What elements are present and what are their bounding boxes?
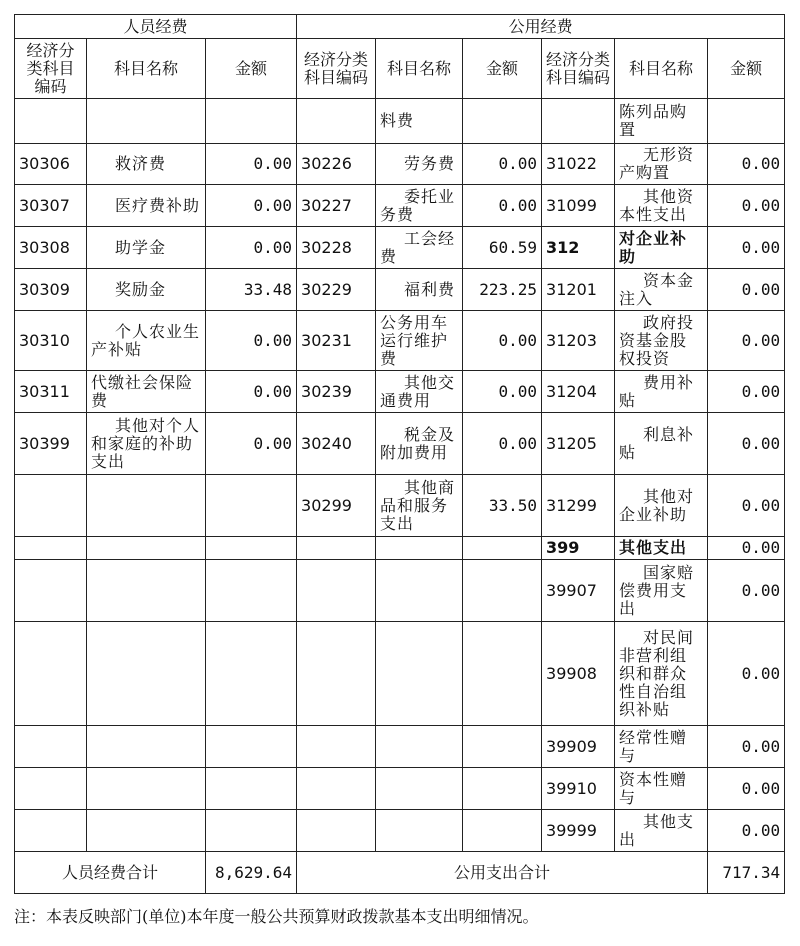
- public-amount-cell: 0.00: [463, 413, 542, 475]
- public-code-2-cell: 31203: [542, 311, 615, 371]
- personnel-total-value: 8,629.64: [206, 852, 297, 894]
- public-total-label: 公用支出合计: [297, 852, 708, 894]
- public-code-2-cell: 31205: [542, 413, 615, 475]
- public-amount-cell: [463, 99, 542, 144]
- personnel-name-cell: 救济费: [87, 144, 206, 185]
- public-amount-2-cell: 0.00: [708, 475, 785, 537]
- public-name-cell: [376, 810, 463, 852]
- table-note: 注：本表反映部门(单位)本年度一般公共预算财政拨款基本支出明细情况。: [14, 907, 539, 926]
- public-name-cell: 税金及附加费用: [376, 413, 463, 475]
- personnel-amount-cell: 0.00: [206, 227, 297, 269]
- personnel-code-cell: 30310: [15, 311, 87, 371]
- personnel-total-label: 人员经费合计: [15, 852, 206, 894]
- personnel-code-cell: 30309: [15, 269, 87, 311]
- personnel-amount-cell: 0.00: [206, 311, 297, 371]
- table-row: [15, 810, 785, 852]
- public-amount-cell: [463, 560, 542, 622]
- table-row: [15, 144, 785, 185]
- col-name-header: 科目名称: [87, 39, 206, 99]
- public-name-cell: [376, 537, 463, 560]
- public-amount-2-cell: 0.00: [708, 144, 785, 185]
- personnel-amount-cell: 33.48: [206, 269, 297, 311]
- personnel-name-cell: 代缴社会保险费: [87, 371, 206, 413]
- personnel-name-cell: [87, 537, 206, 560]
- public-amount-2-cell: 0.00: [708, 560, 785, 622]
- public-code-2-cell: 31299: [542, 475, 615, 537]
- personnel-name-cell: [87, 726, 206, 768]
- public-code-cell: [297, 560, 376, 622]
- personnel-name-cell: 医疗费补助: [87, 185, 206, 227]
- table-row: [15, 311, 785, 371]
- personnel-name-cell: 其他对个人和家庭的补助支出: [87, 413, 206, 475]
- col-code-header: 经济分类科目编码: [297, 39, 376, 99]
- public-code-cell: 30227: [297, 185, 376, 227]
- personnel-code-cell: [15, 475, 87, 537]
- table-row: [15, 99, 785, 144]
- public-name-2-cell: 无形资产购置: [615, 144, 708, 185]
- public-code-cell: 30240: [297, 413, 376, 475]
- personnel-amount-cell: [206, 99, 297, 144]
- personnel-code-cell: [15, 810, 87, 852]
- col-amount-header: 金额: [708, 39, 785, 99]
- public-name-cell: 劳务费: [376, 144, 463, 185]
- public-name-2-cell: 费用补贴: [615, 371, 708, 413]
- public-code-cell: 30229: [297, 269, 376, 311]
- public-code-2-cell: 399: [542, 537, 615, 560]
- personnel-name-cell: [87, 768, 206, 810]
- personnel-name-cell: 个人农业生产补贴: [87, 311, 206, 371]
- public-amount-cell: [463, 726, 542, 768]
- public-amount-cell: 33.50: [463, 475, 542, 537]
- public-amount-2-cell: 0.00: [708, 185, 785, 227]
- public-total-value: 717.34: [708, 852, 785, 894]
- public-name-2-cell: 资本性赠与: [615, 768, 708, 810]
- totals-row: [15, 852, 785, 894]
- public-name-2-cell: 陈列品购置: [615, 99, 708, 144]
- public-amount-2-cell: 0.00: [708, 810, 785, 852]
- expense-detail-table: [14, 14, 785, 894]
- public-code-2-cell: 31204: [542, 371, 615, 413]
- public-amount-2-cell: 0.00: [708, 537, 785, 560]
- public-code-2-cell: 39909: [542, 726, 615, 768]
- public-amount-2-cell: 0.00: [708, 311, 785, 371]
- personnel-amount-cell: [206, 768, 297, 810]
- public-code-2-cell: 39910: [542, 768, 615, 810]
- public-name-cell: 其他商品和服务支出: [376, 475, 463, 537]
- personnel-code-cell: [15, 99, 87, 144]
- public-name-2-cell: 经常性赠与: [615, 726, 708, 768]
- personnel-amount-cell: [206, 537, 297, 560]
- public-name-cell: 其他交通费用: [376, 371, 463, 413]
- public-code-cell: 30226: [297, 144, 376, 185]
- public-name-cell: 工会经费: [376, 227, 463, 269]
- personnel-code-cell: [15, 537, 87, 560]
- header-row-top: [15, 15, 785, 39]
- public-amount-2-cell: 0.00: [708, 269, 785, 311]
- public-code-2-cell: [542, 99, 615, 144]
- public-header: 公用经费: [297, 15, 785, 39]
- personnel-header: 人员经费: [15, 15, 297, 39]
- col-code-header: 经济分类科目编码: [542, 39, 615, 99]
- table-row: [15, 185, 785, 227]
- public-amount-cell: [463, 810, 542, 852]
- col-name-header: 科目名称: [376, 39, 463, 99]
- personnel-code-cell: [15, 622, 87, 726]
- public-code-cell: 30299: [297, 475, 376, 537]
- public-name-2-cell: 国家赔偿费用支出: [615, 560, 708, 622]
- public-name-cell: 公务用车运行维护费: [376, 311, 463, 371]
- table-row: [15, 622, 785, 726]
- public-code-2-cell: 31022: [542, 144, 615, 185]
- personnel-amount-cell: [206, 622, 297, 726]
- public-name-2-cell: 对企业补助: [615, 227, 708, 269]
- personnel-code-cell: 30308: [15, 227, 87, 269]
- public-code-cell: [297, 537, 376, 560]
- public-amount-cell: 0.00: [463, 311, 542, 371]
- personnel-amount-cell: 0.00: [206, 413, 297, 475]
- personnel-code-cell: [15, 560, 87, 622]
- public-name-cell: 福利费: [376, 269, 463, 311]
- public-amount-2-cell: 0.00: [708, 371, 785, 413]
- col-code-header: 经济分类科目编码: [15, 39, 87, 99]
- public-name-2-cell: 其他资本性支出: [615, 185, 708, 227]
- personnel-code-cell: [15, 726, 87, 768]
- public-amount-cell: [463, 537, 542, 560]
- personnel-amount-cell: 0.00: [206, 185, 297, 227]
- public-code-2-cell: 312: [542, 227, 615, 269]
- table-row: [15, 537, 785, 560]
- table-row: [15, 475, 785, 537]
- public-amount-2-cell: 0.00: [708, 768, 785, 810]
- col-name-header: 科目名称: [615, 39, 708, 99]
- public-amount-2-cell: [708, 99, 785, 144]
- public-name-2-cell: 其他支出: [615, 537, 708, 560]
- personnel-name-cell: [87, 560, 206, 622]
- personnel-amount-cell: 0.00: [206, 371, 297, 413]
- table-row: [15, 768, 785, 810]
- table-row: [15, 726, 785, 768]
- public-code-cell: [297, 726, 376, 768]
- table-row: [15, 413, 785, 475]
- table-row: [15, 269, 785, 311]
- public-amount-2-cell: 0.00: [708, 227, 785, 269]
- personnel-code-cell: 30399: [15, 413, 87, 475]
- public-code-2-cell: 39999: [542, 810, 615, 852]
- header-row-columns: [15, 39, 785, 99]
- public-name-2-cell: 其他支出: [615, 810, 708, 852]
- personnel-amount-cell: [206, 726, 297, 768]
- public-code-cell: 30231: [297, 311, 376, 371]
- public-name-2-cell: 政府投资基金股权投资: [615, 311, 708, 371]
- public-amount-2-cell: 0.00: [708, 726, 785, 768]
- public-amount-2-cell: 0.00: [708, 622, 785, 726]
- public-code-2-cell: 39907: [542, 560, 615, 622]
- table-row: [15, 371, 785, 413]
- public-code-cell: [297, 622, 376, 726]
- public-name-cell: [376, 768, 463, 810]
- public-code-cell: [297, 810, 376, 852]
- table-row: [15, 560, 785, 622]
- public-code-2-cell: 31201: [542, 269, 615, 311]
- table-row: [15, 227, 785, 269]
- personnel-code-cell: [15, 768, 87, 810]
- personnel-name-cell: [87, 99, 206, 144]
- public-code-2-cell: 39908: [542, 622, 615, 726]
- public-name-cell: [376, 560, 463, 622]
- public-name-cell: 料费: [376, 99, 463, 144]
- personnel-amount-cell: [206, 810, 297, 852]
- public-code-cell: [297, 768, 376, 810]
- personnel-amount-cell: 0.00: [206, 144, 297, 185]
- public-amount-2-cell: 0.00: [708, 413, 785, 475]
- public-code-cell: 30239: [297, 371, 376, 413]
- personnel-name-cell: 助学金: [87, 227, 206, 269]
- public-name-cell: 委托业务费: [376, 185, 463, 227]
- col-amount-header: 金额: [463, 39, 542, 99]
- personnel-amount-cell: [206, 475, 297, 537]
- public-name-2-cell: 对民间非营利组织和群众性自治组织补贴: [615, 622, 708, 726]
- public-code-cell: [297, 99, 376, 144]
- public-amount-cell: 223.25: [463, 269, 542, 311]
- public-name-2-cell: 资本金注入: [615, 269, 708, 311]
- personnel-amount-cell: [206, 560, 297, 622]
- public-code-cell: 30228: [297, 227, 376, 269]
- personnel-name-cell: [87, 622, 206, 726]
- public-amount-cell: 60.59: [463, 227, 542, 269]
- col-amount-header: 金额: [206, 39, 297, 99]
- personnel-code-cell: 30307: [15, 185, 87, 227]
- public-amount-cell: 0.00: [463, 371, 542, 413]
- public-name-cell: [376, 726, 463, 768]
- personnel-name-cell: 奖励金: [87, 269, 206, 311]
- personnel-code-cell: 30311: [15, 371, 87, 413]
- public-name-2-cell: 其他对企业补助: [615, 475, 708, 537]
- public-code-2-cell: 31099: [542, 185, 615, 227]
- public-name-cell: [376, 622, 463, 726]
- public-amount-cell: [463, 768, 542, 810]
- public-amount-cell: [463, 622, 542, 726]
- public-name-2-cell: 利息补贴: [615, 413, 708, 475]
- personnel-code-cell: 30306: [15, 144, 87, 185]
- personnel-name-cell: [87, 810, 206, 852]
- public-amount-cell: 0.00: [463, 185, 542, 227]
- personnel-name-cell: [87, 475, 206, 537]
- public-amount-cell: 0.00: [463, 144, 542, 185]
